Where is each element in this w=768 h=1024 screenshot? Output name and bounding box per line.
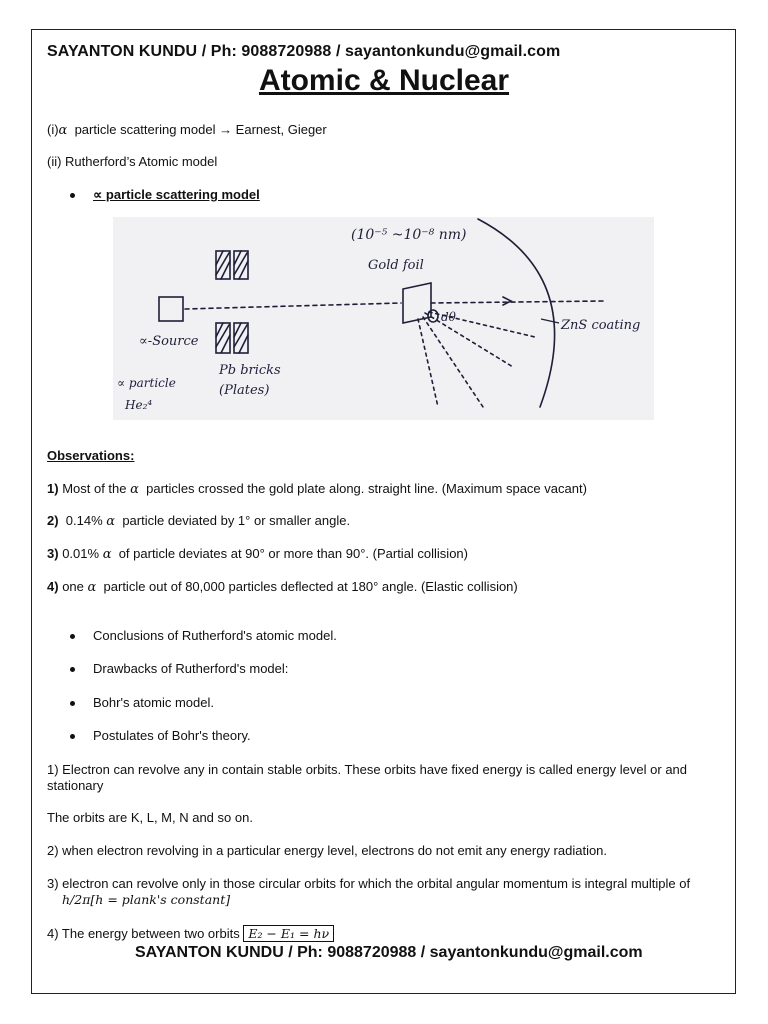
observation-item-3 [47, 546, 468, 562]
alpha-scattering-diagram [113, 217, 654, 420]
observation-pre: Most of the [62, 481, 127, 496]
energy-formula: E₂ − E₁ = hν [243, 925, 334, 942]
angular-momentum-formula: h/2π[h = plank's constant] [62, 892, 231, 907]
observation-item-4 [47, 579, 518, 595]
observation-item-1 [47, 481, 587, 497]
plates-label: (Plates) [219, 383, 270, 398]
bullet-dot [70, 701, 75, 706]
alpha-symbol: α [130, 482, 139, 497]
alpha-source-label: ∝-Source [139, 334, 199, 349]
observations-heading: Observations: [47, 448, 135, 463]
intro-line-1-text: particle scattering model → Earnest, Gieger [74, 122, 327, 137]
bullet-dot [70, 634, 75, 639]
intro-line-2: (ii) Rutherford’s Atomic model [47, 154, 218, 169]
alpha-symbol: α [102, 547, 112, 562]
postulate-1: 1) Electron can revolve any in contain stable orbits. These orbits have fixed energy is called energy level or and stationary [47, 762, 688, 793]
page-title: Atomic & Nuclear [258, 64, 510, 97]
observation-text: of particle deviates at 90° or more than 90°. (Partial collision) [118, 546, 468, 561]
observation-text: particle out of 80,000 particles deflected at 180° angle. (Elastic collision) [103, 579, 518, 594]
observation-pre: 0.14% [65, 513, 103, 528]
observation-item-2 [47, 513, 350, 529]
observation-text: particles crossed the gold plate along. straight line. (Maximum space vacant) [146, 481, 587, 496]
zns-label: ZnS coating [561, 318, 641, 333]
topic-item: Postulates of Bohr's theory. [93, 728, 251, 743]
alpha-symbol: α [106, 514, 116, 529]
postulate-3: 3) electron can revolve only in those circular orbits for which the orbital angular momentum is integral multiple of [47, 876, 691, 891]
alpha-symbol: α [87, 580, 97, 595]
bullet-dot [70, 667, 75, 672]
topic-item: Drawbacks of Rutherford's model: [93, 661, 289, 676]
bullet-dot [70, 734, 75, 739]
intro-line-1-prefix: (i) [47, 122, 59, 137]
observation-text: particle deviated by 1° or smaller angle. [122, 513, 351, 528]
observation-number: 4) [47, 579, 59, 594]
dtheta-label: dθ [441, 310, 456, 324]
header-contact: SAYANTON KUNDU / Ph: 9088720988 / sayantonkundu@gmail.com [47, 43, 561, 60]
topic-item: Conclusions of Rutherford's atomic model. [93, 628, 337, 643]
orbits-line: The orbits are K, L, M, N and so on. [47, 810, 253, 825]
alpha-particle-label: ∝ particle [117, 376, 176, 390]
observation-pre: 0.01% [62, 546, 100, 561]
observation-pre: one [62, 579, 84, 594]
observation-number: 3) [47, 546, 59, 561]
scattering-model-heading: ∝ particle scattering model [93, 187, 260, 202]
helium-label: He₂⁴ [125, 398, 153, 412]
gold-foil-label: Gold foil [368, 258, 424, 273]
observation-number: 2) [47, 513, 59, 528]
alpha-symbol: α [58, 123, 68, 138]
footer-contact: SAYANTON KUNDU / Ph: 9088720988 / sayantonkundu@gmail.com [135, 944, 643, 961]
intro-line-1 [47, 122, 327, 138]
postulate-2: 2) when electron revolving in a particular energy level, electrons do not emit any energy radiation. [47, 843, 608, 858]
range-label: (10⁻⁵ ~10⁻⁸ nm) [351, 227, 467, 243]
observation-number: 1) [47, 481, 59, 496]
topic-item: Bohr's atomic model. [93, 695, 214, 710]
postulate-4 [47, 925, 334, 942]
postulate-4-text: 4) The energy between two orbits [47, 926, 240, 941]
bullet-dot [70, 193, 75, 198]
pb-bricks-label: Pb bricks [219, 363, 281, 378]
